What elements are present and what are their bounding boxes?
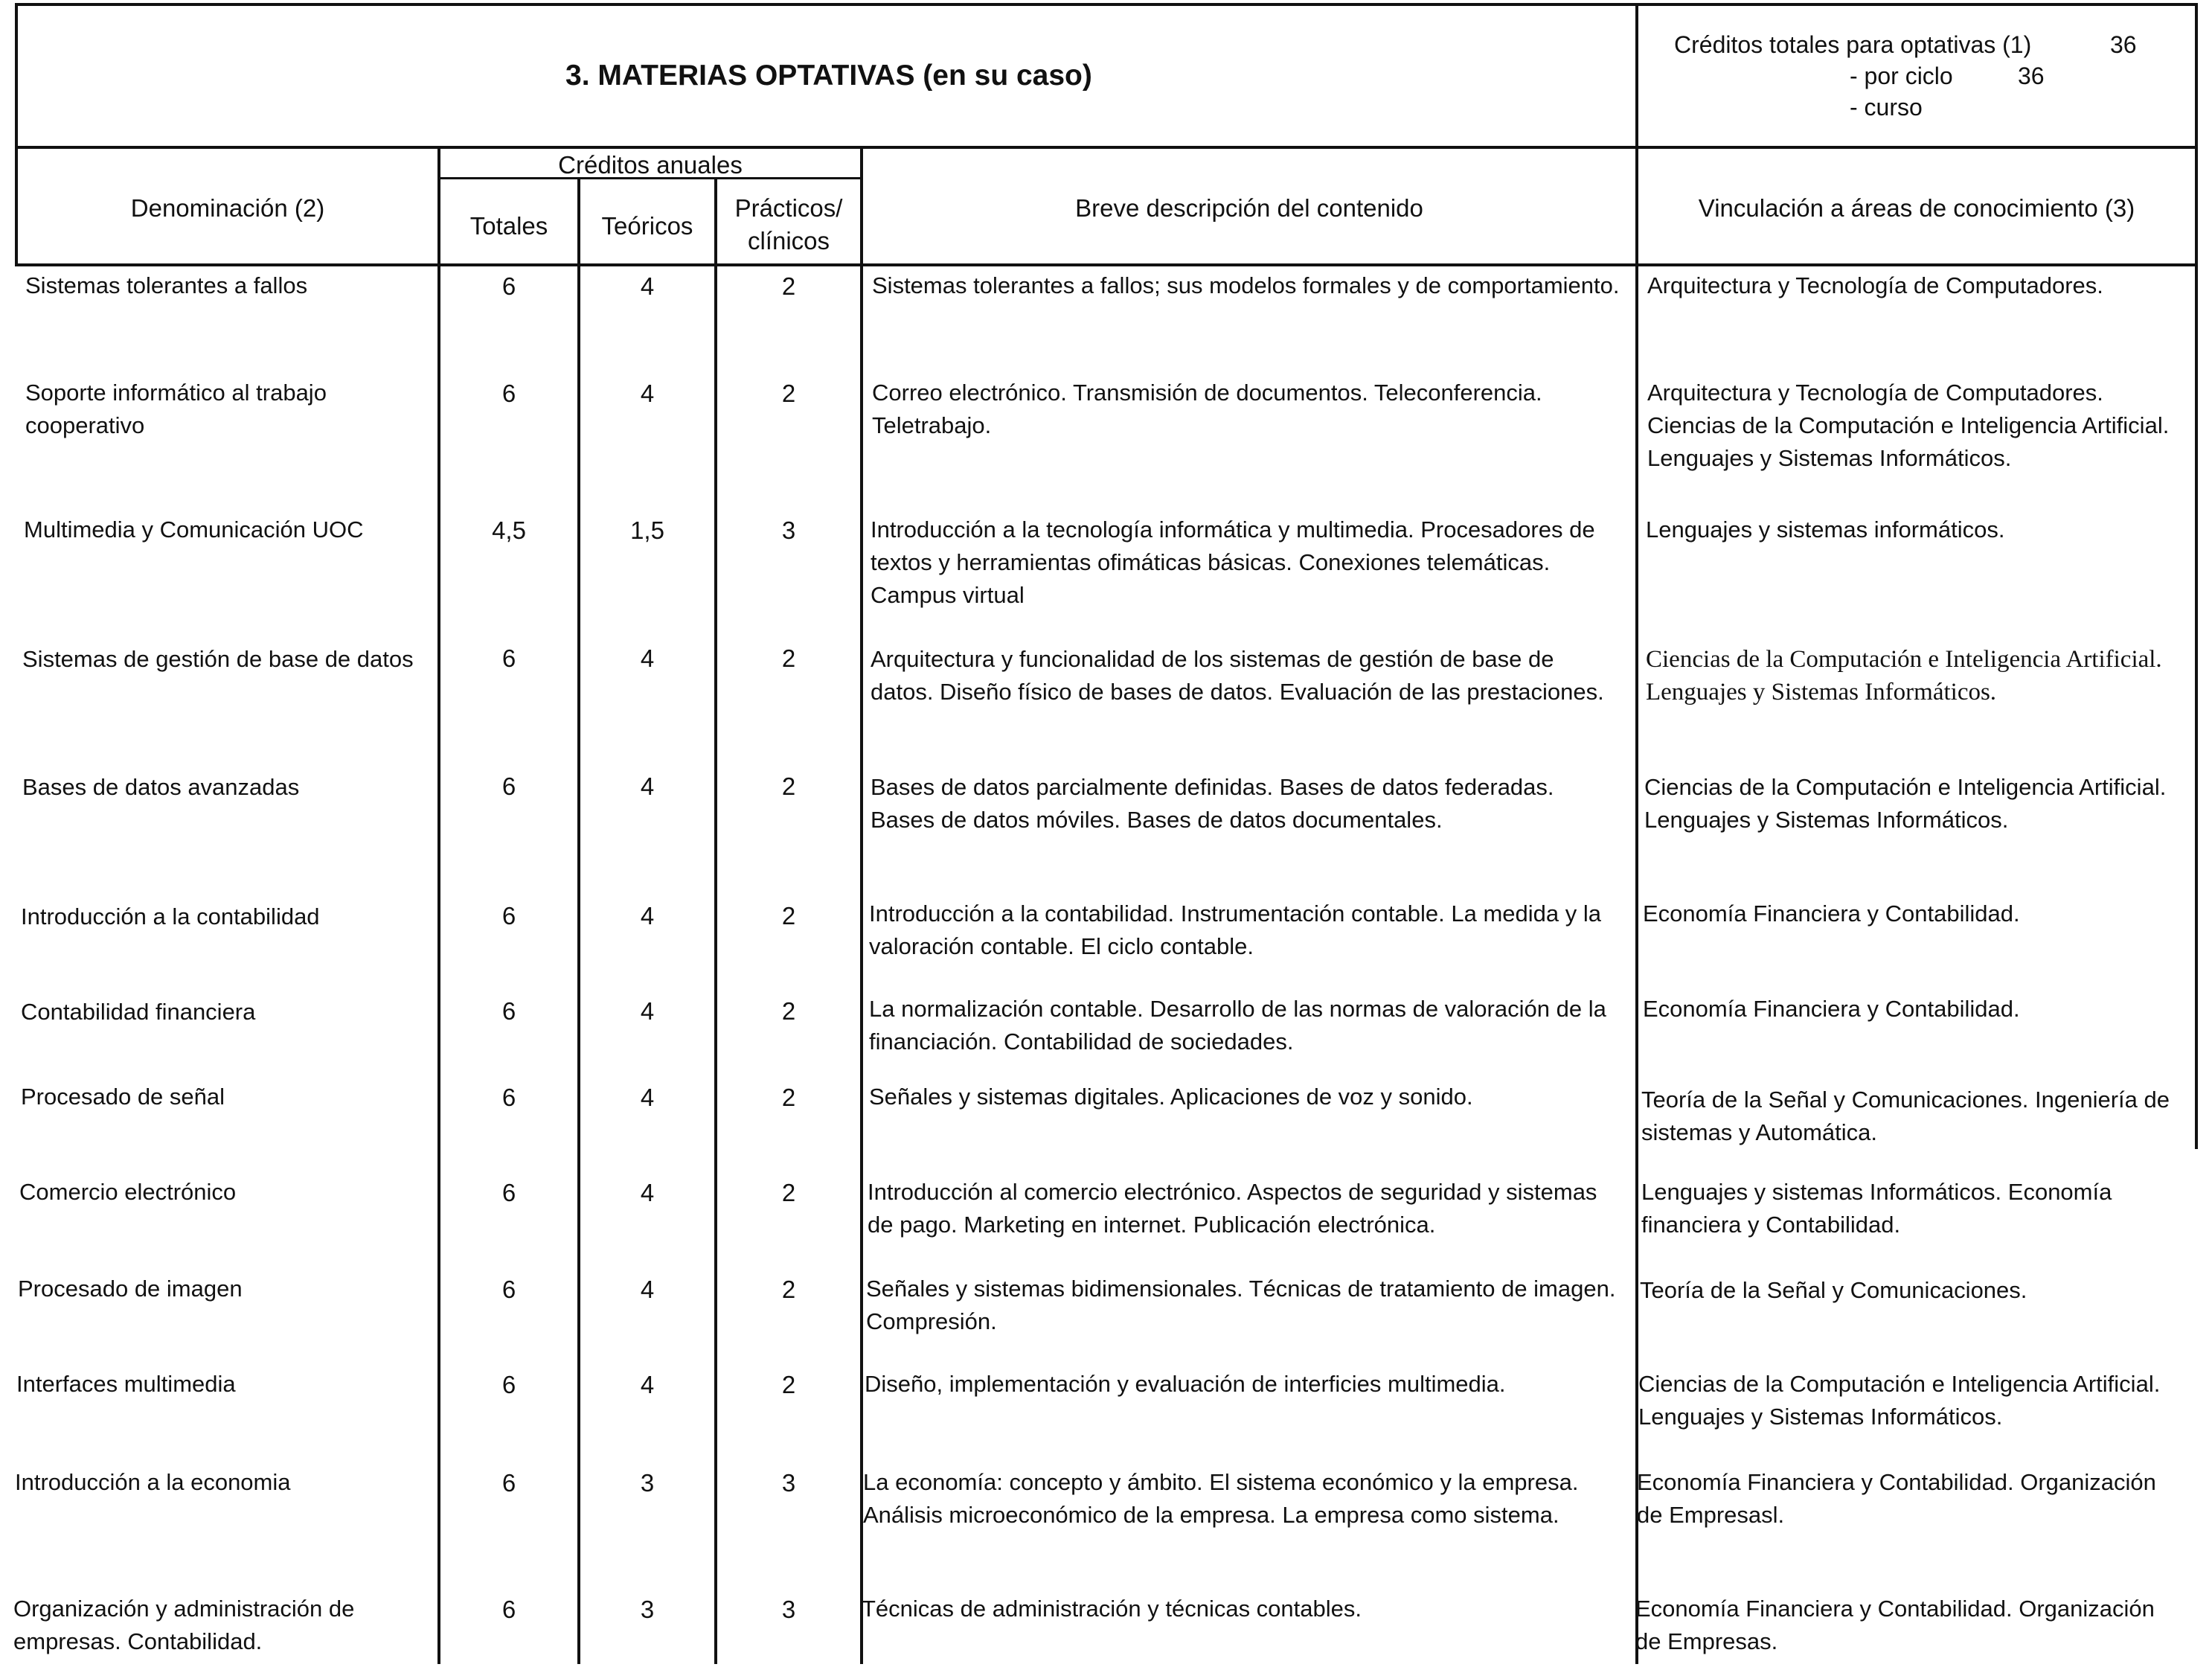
row-3-vinculacion: Lenguajes y sistemas informáticos. bbox=[1646, 516, 2005, 543]
row-11-name: Interfaces multimedia bbox=[16, 1371, 236, 1397]
col-header-practicos: Prácticos/ clínicos bbox=[734, 194, 843, 255]
summary-ciclo-value: 36 bbox=[2018, 63, 2045, 89]
row-7-descripcion: La normalización contable. Desarrollo de las normas de valoración de la financiación. Contabilidad de sociedades. bbox=[869, 996, 1606, 1055]
row-7-practicos: 2 bbox=[781, 997, 796, 1025]
row-12-vinculacion: Economía Financiera y Contabilidad. Organización de Empresasl. bbox=[1637, 1469, 2156, 1528]
row-7-name: Contabilidad financiera bbox=[21, 999, 256, 1025]
row-11-vinculacion: Ciencias de la Computación e Inteligencia Artificial. Lenguajes y Sistemas Informáticos. bbox=[1638, 1371, 2161, 1430]
header-bottom-border bbox=[15, 146, 2198, 149]
row-5-descripcion: Bases de datos parcialmente definidas. Bases de datos federadas. Bases de datos móviles. Bases de datos documentales. bbox=[871, 774, 1554, 833]
row-11-teoricos: 4 bbox=[640, 1371, 655, 1398]
row-10-descripcion: Señales y sistemas bidimensionales. Técnicas de tratamiento de imagen. Compresión. bbox=[866, 1276, 1616, 1334]
col-header-totales: Totales bbox=[469, 212, 548, 240]
row-4-practicos: 2 bbox=[781, 644, 796, 672]
row-9-totales: 6 bbox=[501, 1179, 516, 1206]
row-1-practicos: 2 bbox=[781, 272, 796, 300]
row-8-totales: 6 bbox=[501, 1084, 516, 1111]
col-header-denominacion: Denominación (2) bbox=[130, 194, 325, 222]
col-header-vinculacion: Vinculación a áreas de conocimiento (3) bbox=[1698, 194, 2135, 222]
col-header-creditos-anuales: Créditos anuales bbox=[558, 151, 743, 179]
row-2-practicos: 2 bbox=[781, 380, 796, 407]
row-10-name: Procesado de imagen bbox=[18, 1276, 243, 1302]
col-header-descripcion: Breve descripción del contenido bbox=[1075, 194, 1423, 222]
table-top-border bbox=[15, 3, 2198, 6]
row-6-name: Introducción a la contabilidad bbox=[21, 903, 320, 930]
row-4-descripcion: Arquitectura y funcionalidad de los sistemas de gestión de base de datos. Diseño físico de bases de datos. Evaluación de las prestaciones. bbox=[871, 646, 1604, 705]
row-2-vinculacion: Arquitectura y Tecnología de Computadores. Ciencias de la Computación e Inteligencia Artificial. Lenguajes y Sistemas Informáticos. bbox=[1647, 380, 2170, 471]
row-5-practicos: 2 bbox=[781, 772, 796, 800]
row-6-totales: 6 bbox=[501, 902, 516, 930]
summary-curso-label: - curso bbox=[1850, 94, 1923, 121]
row-5-vinculacion: Ciencias de la Computación e Inteligencia Artificial. Lenguajes y Sistemas Informáticos. bbox=[1644, 774, 2167, 833]
row-8-teoricos: 4 bbox=[640, 1084, 655, 1111]
row-11-totales: 6 bbox=[501, 1371, 516, 1398]
row-10-totales: 6 bbox=[501, 1276, 516, 1303]
row-3-descripcion: Introducción a la tecnología informática y multimedia. Procesadores de textos y herramientas ofimáticas básicas. Conexiones telemáticas. Campus virtual bbox=[871, 516, 1595, 608]
row-1-totales: 6 bbox=[501, 272, 516, 300]
row-6-vinculacion: Economía Financiera y Contabilidad. bbox=[1643, 900, 2020, 927]
row-13-vinculacion: Economía Financiera y Contabilidad. Organización de Empresas. bbox=[1635, 1596, 2155, 1654]
row-9-teoricos: 4 bbox=[640, 1179, 655, 1206]
column-header-bottom-border bbox=[15, 263, 2198, 266]
row-3-teoricos: 1,5 bbox=[630, 516, 664, 544]
row-2-totales: 6 bbox=[501, 380, 516, 407]
table-right-border bbox=[2195, 3, 2198, 1149]
row-12-totales: 6 bbox=[501, 1469, 516, 1497]
row-3-totales: 4,5 bbox=[492, 516, 526, 544]
row-9-vinculacion: Lenguajes y sistemas Informáticos. Economía financiera y Contabilidad. bbox=[1641, 1179, 2112, 1238]
row-8-descripcion: Señales y sistemas digitales. Aplicaciones de voz y sonido. bbox=[869, 1084, 1473, 1110]
row-13-teoricos: 3 bbox=[640, 1596, 655, 1623]
row-5-name: Bases de datos avanzadas bbox=[22, 774, 300, 800]
page-title: 3. MATERIAS OPTATIVAS (en su caso) bbox=[565, 60, 1092, 92]
row-4-vinculacion: Ciencias de la Computación e Inteligencia Artificial. Lenguajes y Sistemas Informáticos. bbox=[1646, 646, 2162, 706]
row-10-teoricos: 4 bbox=[640, 1276, 655, 1303]
row-2-descripcion: Correo electrónico. Transmisión de documentos. Teleconferencia. Teletrabajo. bbox=[872, 380, 1542, 438]
row-13-name: Organización y administración de empresas. Contabilidad. bbox=[13, 1596, 355, 1654]
row-13-descripcion: Técnicas de administración y técnicas contables. bbox=[862, 1596, 1362, 1622]
row-12-teoricos: 3 bbox=[640, 1469, 655, 1497]
row-6-descripcion: Introducción a la contabilidad. Instrumentación contable. La medida y la valoración contable. El ciclo contable. bbox=[869, 900, 1601, 959]
row-3-practicos: 3 bbox=[781, 516, 796, 544]
row-12-descripcion: La economía: concepto y ámbito. El sistema económico y la empresa. Análisis microeconómico de la empresa. La empresa como sistema. bbox=[863, 1469, 1579, 1528]
row-12-practicos: 3 bbox=[781, 1469, 796, 1497]
row-4-name: Sistemas de gestión de base de datos bbox=[22, 646, 414, 672]
row-5-teoricos: 4 bbox=[640, 772, 655, 800]
row-4-totales: 6 bbox=[501, 644, 516, 672]
row-1-descripcion: Sistemas tolerantes a fallos; sus modelos formales y de comportamiento. bbox=[872, 272, 1620, 298]
row-11-practicos: 2 bbox=[781, 1371, 796, 1398]
row-9-practicos: 2 bbox=[781, 1179, 796, 1206]
row-13-practicos: 3 bbox=[781, 1596, 796, 1623]
row-8-vinculacion: Teoría de la Señal y Comunicaciones. Ingeniería de sistemas y Automática. bbox=[1641, 1087, 2170, 1145]
summary-total-label: Créditos totales para optativas (1) bbox=[1674, 31, 2032, 58]
summary-total-value: 36 bbox=[2110, 31, 2137, 58]
row-2-teoricos: 4 bbox=[640, 380, 655, 407]
table-left-border bbox=[15, 3, 18, 266]
row-13-totales: 6 bbox=[501, 1596, 516, 1623]
row-10-practicos: 2 bbox=[781, 1276, 796, 1303]
row-7-vinculacion: Economía Financiera y Contabilidad. bbox=[1643, 996, 2020, 1022]
row-8-name: Procesado de señal bbox=[21, 1084, 225, 1110]
row-5-totales: 6 bbox=[501, 772, 516, 800]
row-9-name: Comercio electrónico bbox=[19, 1179, 237, 1205]
row-9-descripcion: Introducción al comercio electrónico. Aspectos de seguridad y sistemas de pago. Marketing en internet. Publicación electrónica. bbox=[868, 1179, 1597, 1238]
row-1-name: Sistemas tolerantes a fallos bbox=[25, 272, 308, 298]
row-1-vinculacion: Arquitectura y Tecnología de Computadores. bbox=[1647, 272, 2103, 298]
row-4-teoricos: 4 bbox=[640, 644, 655, 672]
row-8-practicos: 2 bbox=[781, 1084, 796, 1111]
row-3-name: Multimedia y Comunicación UOC bbox=[24, 516, 364, 543]
col-header-teoricos: Teóricos bbox=[601, 212, 693, 240]
row-2-name: Soporte informático al trabajo cooperativo bbox=[25, 380, 327, 438]
col-divider-descripcion bbox=[860, 146, 863, 1664]
row-7-totales: 6 bbox=[501, 997, 516, 1025]
row-10-vinculacion: Teoría de la Señal y Comunicaciones. bbox=[1640, 1277, 2027, 1303]
row-6-practicos: 2 bbox=[781, 902, 796, 930]
row-1-teoricos: 4 bbox=[640, 272, 655, 300]
row-7-teoricos: 4 bbox=[640, 997, 655, 1025]
row-12-name: Introducción a la economia bbox=[15, 1469, 291, 1495]
row-11-descripcion: Diseño, implementación y evaluación de interficies multimedia. bbox=[865, 1371, 1506, 1397]
summary-ciclo-label: - por ciclo bbox=[1850, 63, 1953, 89]
row-6-teoricos: 4 bbox=[640, 902, 655, 930]
